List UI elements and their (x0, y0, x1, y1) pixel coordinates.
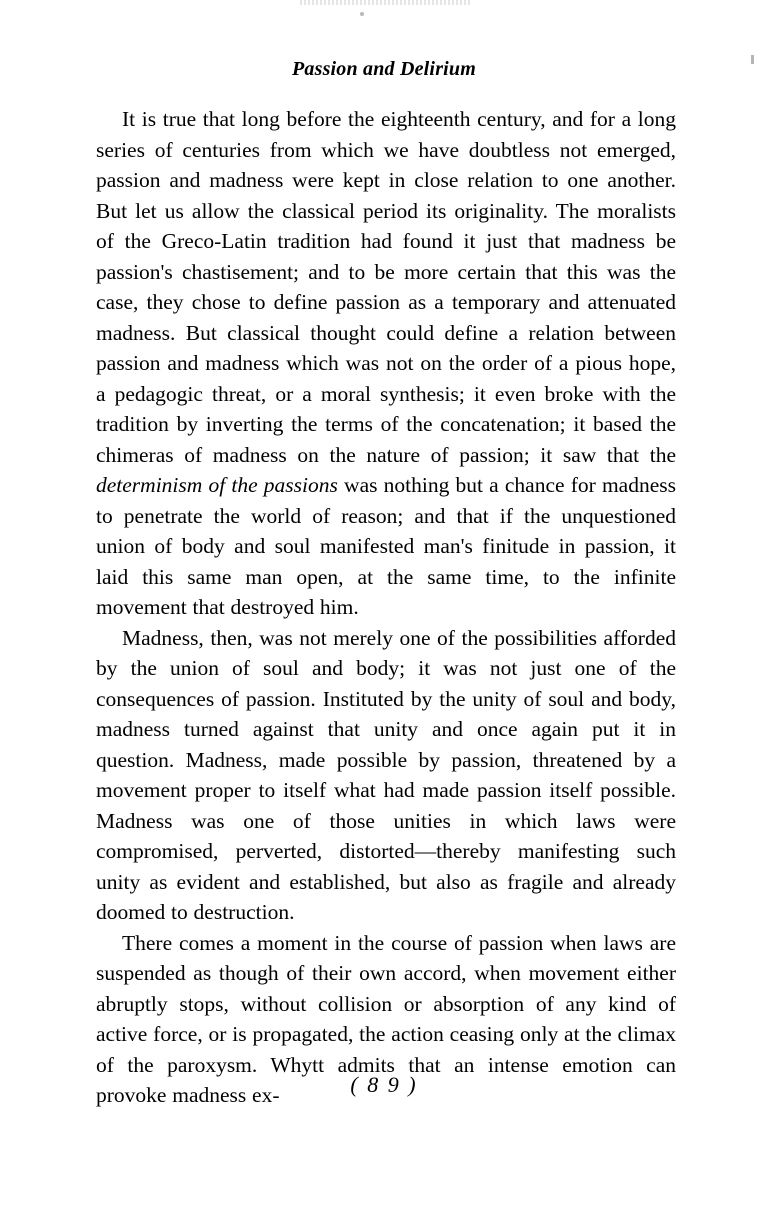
paragraph (96, 623, 676, 928)
page-number-text: ( 8 9 ) (350, 1072, 418, 1097)
body-text (96, 104, 676, 1111)
text-run: Madness, then, was not merely one of the possibilities afforded by the union of soul and body; it was not just one of the consequences of passion. Instituted by the unity of soul and body, madness turned against that unity and once again put it in question. Madness, made possible by passion, threatened by a movement proper to itself what had made passion itself possible. Madness was one of those unities in which laws were compromised, perverted, distorted—thereby manifesting such unity as evident and established, but also as fragile and already doomed to destruction. (96, 625, 676, 924)
emphasized-phrase: determinism of the passions (96, 473, 338, 497)
paragraph (96, 104, 676, 623)
text-run: was nothing but a chance for madness to penetrate the world of reason; and that if the unquestioned union of body and soul manifested man's finitude in passion, it laid this same man open, at the same time, to the infinite movement that destroyed him. (96, 473, 676, 619)
text-run: It is true that long before the eighteenth century, and for a long series of centuries from which we have doubtless not emerged, passion and madness were kept in close relation to one another. But let us allow the classical period its originality. The moralists of the Greco-Latin tradition had found it just that madness be passion's chastisement; and to be more certain that this was the case, they chose to define passion as a temporary and attenuated madness. But classical thought could define a relation between passion and madness which was not on the order of a pious hope, a pedagogic threat, or a moral synthesis; it even broke with the tradition by inverting the terms of the concatenation; it based the chimeras of madness on the nature of passion; it saw that the (96, 107, 676, 467)
text-run: There comes a moment in the course of passion when laws are suspended as though of their own accord, when movement either abruptly stops, without collision or absorption of any kind of active force, or is propagated, the action ceasing only at the climax of the paroxysm. Whytt admits that an intense emotion can provoke madness ex- (96, 930, 676, 1107)
page-number (0, 1072, 768, 1098)
scan-speck-icon (360, 12, 364, 16)
running-head: Passion and Delirium (291, 58, 477, 80)
scan-artifact-top (300, 0, 470, 5)
